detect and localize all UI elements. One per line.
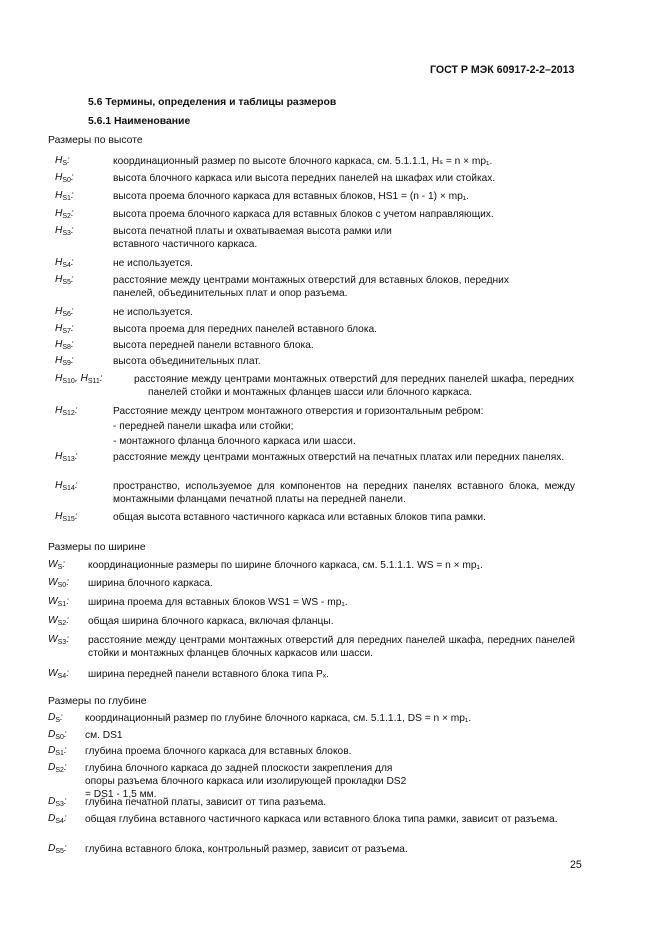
width-symbol: $W_{S4}$: bbox=[48, 668, 70, 680]
height-heading: Размеры по высоте bbox=[48, 135, 143, 146]
section-title: 5.6 Термины, определения и таблицы размеров bbox=[88, 97, 337, 108]
height-symbol: $H_{S1}$: bbox=[55, 190, 74, 202]
depth-symbol: $D_{S4}$: bbox=[48, 813, 67, 825]
height-description: расстояние между центрами монтажных отверстий для вставных блоков, передних панелей, объединительных плат и опор разъема. bbox=[113, 275, 509, 299]
height-symbol: $H_{S9}$: bbox=[55, 355, 74, 367]
width-description: ширина передней панели вставного блока типа Pₓ. bbox=[88, 669, 329, 680]
height-description: высота печатной платы и охватываемая высота рамки или вставного частичного каркаса. bbox=[113, 226, 392, 250]
height-subitem: - монтажного фланца блочного каркаса или шасси. bbox=[113, 436, 356, 447]
height-description: высота проема блочного каркаса для вставных блоков, HS1 = (n - 1) × mp₁. bbox=[113, 191, 470, 202]
height-description: расстояние между центрами монтажных отверстий на печатных платах или передних панелях. bbox=[113, 452, 565, 463]
height-symbol: $H_{S8}$: bbox=[55, 339, 74, 351]
depth-description: см. DS1 bbox=[85, 730, 123, 741]
depth-description: глубина проема блочного каркаса для вставных блоков. bbox=[85, 746, 352, 757]
height-description: пространство, используемое для компонентов на передних панелях вставного блока, между монтажными фланцами печатной платы на передней панели. bbox=[113, 481, 575, 505]
depth-description: глубина печатной платы, зависит от типа разъема. bbox=[85, 797, 327, 808]
height-symbol: $H_{S12}$: bbox=[55, 405, 78, 417]
width-description: ширина блочного каркаса. bbox=[88, 578, 213, 589]
height-description: расстояние между центрами монтажных отверстий для передних панелей шкафа, передних панелей стойки и монтажных фланцев шасси или блочного каркаса. bbox=[134, 374, 574, 398]
height-symbol: $H_{S3}$: bbox=[55, 225, 74, 237]
height-description: координационный размер по высоте блочного каркаса, см. 5.1.1.1, Hₛ = n × mp₁. bbox=[113, 156, 493, 167]
depth-heading: Размеры по глубине bbox=[48, 696, 147, 707]
height-symbol: $H_{S7}$: bbox=[55, 323, 74, 335]
width-symbol: $W_{S0}$: bbox=[48, 577, 70, 589]
depth-symbol: $D_{S0}$: bbox=[48, 729, 67, 741]
height-description: высота объединительных плат. bbox=[113, 356, 261, 367]
height-symbol: $H_S$: bbox=[55, 155, 70, 167]
height-symbol: $H_{S4}$: bbox=[55, 257, 74, 269]
width-description: расстояние между центрами монтажных отверстий для передних панелей шкафа, передних панелей стойки и монтажных фланцев блочных каркасов или шасси. bbox=[88, 635, 575, 659]
height-description: высота проема для передних панелей вставного блока. bbox=[113, 324, 378, 335]
depth-description: координационный размер по глубине блочного каркаса, см. 5.1.1.1, DS = n × mp₁. bbox=[85, 713, 472, 724]
width-description: ширина проема для вставных блоков WS1 = WS - mp₁. bbox=[88, 597, 348, 608]
width-heading: Размеры по ширине bbox=[48, 542, 146, 553]
height-description: Расстояние между центром монтажного отверстия и горизонтальным ребром: bbox=[113, 406, 484, 417]
height-description: высота проема блочного каркаса для вставных блоков с учетом направляющих. bbox=[113, 209, 494, 220]
height-symbol: $H_{S15}$: bbox=[55, 511, 78, 523]
height-description: высота передней панели вставного блока. bbox=[113, 340, 314, 351]
subsection-title: 5.6.1 Наименование bbox=[88, 116, 191, 127]
height-symbol: $H_{S14}$: bbox=[55, 480, 78, 492]
depth-symbol: $D_{S3}$: bbox=[48, 796, 67, 808]
height-description: не используется. bbox=[113, 307, 193, 318]
height-subitem: - передней панели шкафа или стойки; bbox=[113, 421, 294, 432]
width-symbol: $W_{S1}$: bbox=[48, 596, 70, 608]
width-symbol: $W_{S2}$: bbox=[48, 615, 70, 627]
depth-symbol: $D_{S5}$: bbox=[48, 843, 67, 855]
width-symbol: $W_S$: bbox=[48, 559, 66, 571]
depth-description: глубина блочного каркаса до задней плоскости закрепления для опоры разъема блочного каркаса или изолирующей прокладки DS2 = DS1 - 1,5 мм. bbox=[85, 763, 407, 800]
depth-symbol: $D_S$: bbox=[48, 712, 63, 724]
width-description: координационные размеры по ширине блочного каркаса, см. 5.1.1.1. WS = n × mp₁. bbox=[88, 560, 483, 571]
height-symbol: $H_{S0}$: bbox=[55, 172, 74, 184]
width-description: общая ширина блочного каркаса, включая фланцы. bbox=[88, 616, 334, 627]
height-description: не используется. bbox=[113, 258, 193, 269]
depth-symbol: $D_{S1}$: bbox=[48, 745, 67, 757]
height-symbol: $H_{S13}$: bbox=[55, 451, 78, 463]
document-header: ГОСТ Р МЭК 60917-2-2–2013 bbox=[430, 64, 575, 76]
page-number: 25 bbox=[570, 859, 582, 871]
height-symbol: $H_{S5}$: bbox=[55, 274, 74, 286]
depth-description: общая глубина вставного частичного каркаса или вставного блока типа рамки, зависит от разъема. bbox=[85, 814, 558, 825]
depth-symbol: $D_{S2}$: bbox=[48, 762, 67, 774]
height-description: общая высота вставного частичного каркаса или вставных блоков типа рамки. bbox=[113, 512, 486, 523]
depth-description: глубина вставного блока, контрольный размер, зависит от разъема. bbox=[85, 844, 408, 855]
height-symbol: $H_{S10}$, $H_{S11}$: bbox=[55, 373, 103, 385]
height-description: высота блочного каркаса или высота передних панелей на шкафах или стойках. bbox=[113, 173, 496, 184]
height-symbol: $H_{S2}$: bbox=[55, 208, 74, 220]
height-symbol: $H_{S6}$: bbox=[55, 306, 74, 318]
width-symbol: $W_{S3}$: bbox=[48, 634, 70, 646]
